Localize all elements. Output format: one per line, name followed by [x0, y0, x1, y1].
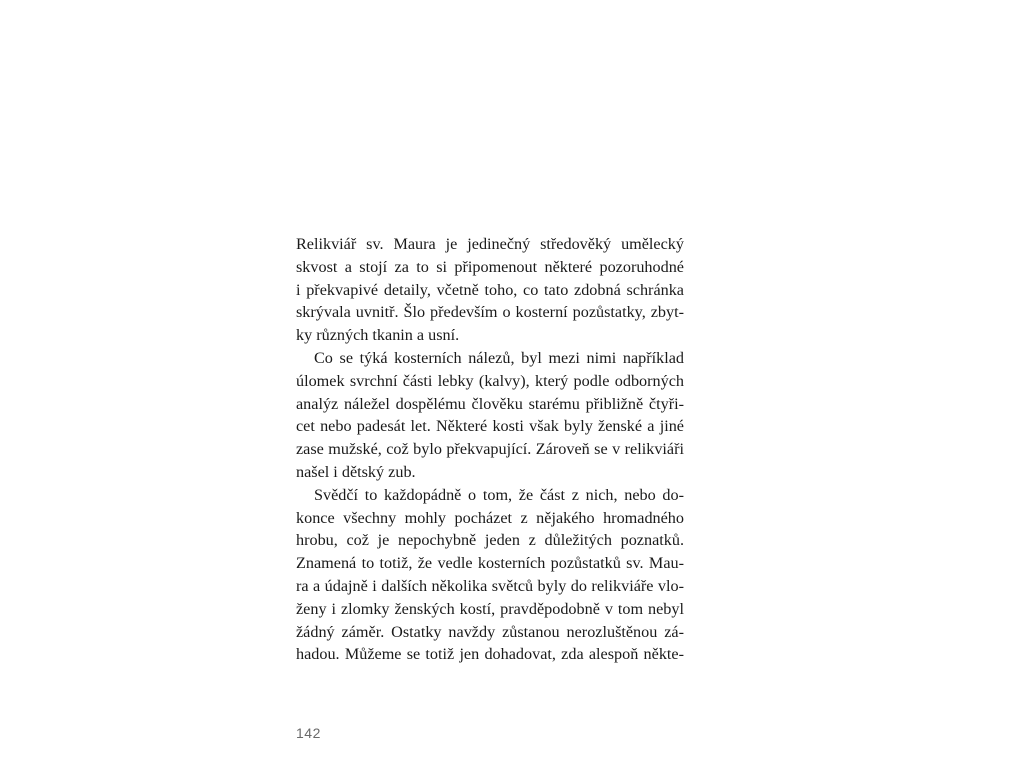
text-line: i překvapivé detaily, včetně toho, co tato zdobná schránka — [296, 280, 684, 299]
paragraph-2 — [296, 347, 684, 484]
page-number: 142 — [296, 725, 321, 741]
text-line: ženy i zlomky ženských kostí, pravděpodobně v tom nebyl — [296, 599, 684, 618]
text-line: Relikviář sv. Maura je jedinečný středověký umělecký — [296, 235, 684, 253]
text-line: cet nebo padesát let. Některé kosti však byly ženské a jiné — [296, 417, 684, 436]
text-line: Znamená to totiž, že vedle kosterních pozůstatků sv. Mau- — [296, 554, 684, 573]
paragraph-1 — [296, 233, 684, 347]
text-line: úlomek svrchní části lebky (kalvy), který podle odborných — [296, 371, 684, 390]
text-line: konce všechny mohly pocházet z nějakého hromadného — [296, 508, 684, 527]
text-line: hadou. Můžeme se totiž jen dohadovat, zda alespoň někte- — [296, 645, 684, 664]
paragraph-3 — [296, 484, 684, 666]
text-line: hrobu, což je nepochybně jeden z důležitých poznatků. — [296, 531, 684, 550]
text-line: skvost a stojí za to si připomenout některé pozoruhodné — [296, 257, 684, 276]
text-line: Svědčí to každopádně o tom, že část z nich, nebo do- — [314, 485, 684, 504]
text-line: zase mužské, což bylo překvapující. Zároveň se v relikviáři — [296, 440, 684, 459]
text-line: ky různých tkanin a usní. — [296, 326, 460, 345]
text-line: skrývala uvnitř. Šlo především o kosterní pozůstatky, zbyt- — [296, 303, 684, 322]
text-line: ra a údajně i dalších několika světců byly do relikviáře vlo- — [296, 576, 684, 595]
text-line: žádný záměr. Ostatky navždy zůstanou nerozluštěnou zá- — [296, 622, 684, 641]
body-text — [296, 233, 684, 666]
text-line: Co se týká kosterních nálezů, byl mezi nimi například — [314, 348, 684, 367]
text-line: analýz náležel dospělému člověku starému přibližně čtyři- — [296, 394, 684, 413]
text-line: našel i dětský zub. — [296, 462, 416, 481]
